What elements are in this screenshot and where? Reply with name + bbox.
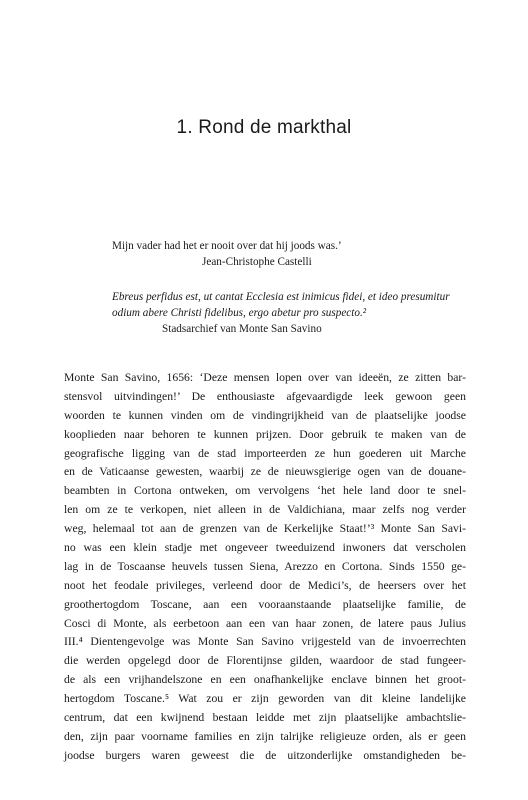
body-line: geografische ligging van de stad importeerden ze hun goederen uit Marche [64, 446, 466, 460]
body-line: noot het feodale privileges, verleend door de Medici’s, de heersers over het [64, 578, 466, 592]
body-line: joodse burgers waren geweest die de uitzonderlijke omstandigheden be- [64, 748, 466, 762]
body-line: centrum, dat een kwijnend bestaan leidde met zijn plaatselijke ambachtslie- [64, 711, 466, 725]
epigraph-source: Jean-Christophe Castelli [202, 256, 312, 268]
body-line: groothertogdom Toscane, aan een vooraanstaande plaatselijke familie, de [64, 597, 466, 611]
body-line: de als een vrijhandelszone en een onafhankelijke enclave binnen het groot- [64, 673, 466, 687]
body-line: beambten in Cortona ontweken, om vervolgens ‘het hele land door te snel- [64, 484, 466, 498]
chapter-title: 1. Rond de markthal [176, 117, 352, 138]
body-line: die werden opgelegd door de Florentijnse gilden, waardoor de stad fungeer- [64, 654, 466, 668]
epigraph-quote-line: Ebreus perfidus est, ut cantat Ecclesia est inimicus fidei, et ideo presumitur [112, 291, 450, 303]
body-line: III.⁴ Dientengevolge was Monte San Savino vrijgesteld van de invoerrechten [64, 635, 466, 649]
epigraph-castelli [112, 238, 452, 270]
body-line: kooplieden naar behoren te kunnen prijzen. Door gebruik te maken van de [64, 427, 466, 441]
body-line: no was een klein stadje met ongeveer tweeduizend inwoners dat verscholen [64, 541, 466, 555]
body-paragraph [64, 369, 466, 766]
body-line: en de Vaticaanse gewesten, waarbij ze de nieuwsgierige ogen van de douane- [64, 465, 466, 479]
body-line: Cosci di Monte, als eerbetoon aan een van haar zonen, de latere paus Julius [64, 616, 466, 630]
body-line: woorden te kunnen vinden om de vindingrijkheid van de plaatselijke joodse [64, 408, 466, 422]
epigraph-source: Stadsarchief van Monte San Savino [162, 323, 322, 335]
epigraph-quote: Mijn vader had het er nooit over dat hij joods was.’ [112, 240, 342, 252]
body-line: hertogdom Toscane.⁵ Wat zou er zijn geworden van dit kleine landelijke [64, 692, 466, 706]
body-line: lag in de Toscaanse heuvels tussen Siena, Arezzo en Cortona. Sinds 1550 ge- [64, 559, 466, 573]
body-line: den, zijn paar voorname families en zijn talrijke religieuze orden, als er geen [64, 729, 466, 743]
body-line: stensvol uitvindingen!’ De enthousiaste afgevaardigde leek gewoon geen [64, 389, 466, 403]
body-line: Monte San Savino, 1656: ‘Deze mensen lopen over van ideeën, ze zitten bar- [64, 371, 466, 384]
body-line: len om ze te verkopen, niet alleen in de Valdichiana, maar zelfs nog verder [64, 503, 466, 517]
epigraph-latin [112, 289, 452, 337]
body-line: weg, helemaal tot aan de grenzen van de Kerkelijke Staat!’³ Monte San Savi- [64, 522, 466, 536]
epigraph-quote-line: odium abere Christi fidelibus, ergo abetur pro suspecto.² [112, 307, 367, 319]
